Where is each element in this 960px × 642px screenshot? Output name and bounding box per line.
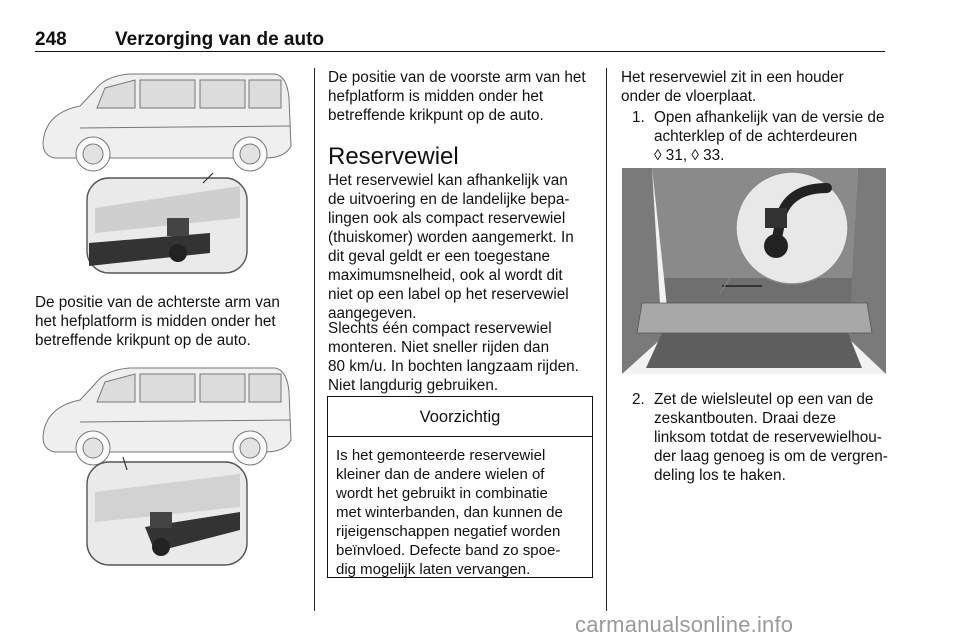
detail-inset-rear-arm xyxy=(87,173,247,273)
front-lift-point-illustration xyxy=(35,362,300,572)
paragraph-compact-spare xyxy=(328,171,574,323)
intro-front-arm xyxy=(328,68,586,125)
text-line: het hefplatform is midden onder het xyxy=(35,313,276,330)
step-text xyxy=(654,390,888,485)
cargo-floor-illustration xyxy=(622,168,886,374)
text-line: lingen ook als compact reservewiel xyxy=(328,210,566,227)
caution-text xyxy=(328,437,592,579)
text-line: linksom totdat de reservewielhou- xyxy=(654,429,882,446)
step-2 xyxy=(632,390,892,486)
text-line: Zet de wielsleutel op een van de xyxy=(654,391,874,408)
text-line: beïnvloed. Defecte band zo spoe- xyxy=(336,542,561,559)
text-line: De positie van de achterste arm van xyxy=(35,294,280,311)
text-line: Niet langdurig gebruiken. xyxy=(328,377,499,394)
text-line: aangegeven. xyxy=(328,305,417,322)
text-line: ◊ 31, ◊ 33. xyxy=(654,147,725,164)
text-line: Slechts één compact reservewiel xyxy=(328,320,552,337)
text-line: monteren. Niet sneller rijden dan xyxy=(328,339,550,356)
step-number: 1. xyxy=(632,109,645,126)
column-divider xyxy=(606,68,607,611)
text-line: wordt het gebruikt in combinatie xyxy=(336,485,548,502)
text-line: De positie van de voorste arm van het xyxy=(328,69,586,86)
text-line: niet op een label op het reservewiel xyxy=(328,286,569,303)
caution-box xyxy=(327,396,593,578)
text-line: Het reservewiel kan afhankelijk van xyxy=(328,172,568,189)
page-header xyxy=(35,28,885,52)
paragraph-speed-limit xyxy=(328,319,579,395)
van-side-view xyxy=(43,74,291,171)
text-line: dig mogelijk laten vervangen. xyxy=(336,561,531,578)
van-side-view xyxy=(43,368,291,465)
text-line: onder de vloerplaat. xyxy=(621,88,757,105)
text-line: de uitvoering en de landelijke bepa- xyxy=(328,191,570,208)
page-number: 248 xyxy=(35,29,67,50)
section-heading: Reservewiel xyxy=(328,143,459,170)
step-text xyxy=(654,108,884,165)
column-divider xyxy=(314,68,315,611)
text-line: Is het gemonteerde reservewiel xyxy=(336,447,546,464)
text-line: zeskantbouten. Draai deze xyxy=(654,410,836,427)
text-line: kleiner dan de andere wielen of xyxy=(336,466,545,483)
text-line: achterklep of de achterdeuren xyxy=(654,128,858,145)
watermark: carmanualsonline.info xyxy=(575,612,794,637)
rear-lift-point-illustration xyxy=(35,68,300,278)
chapter-title: Verzorging van de auto xyxy=(115,29,325,50)
text-line: Het reservewiel zit in een houder xyxy=(621,69,844,86)
step-1 xyxy=(632,108,892,165)
text-line: (thuiskomer) worden aangemerkt. In xyxy=(328,229,574,246)
text-line: betreffende krikpunt op de auto. xyxy=(35,332,251,349)
caution-title: Voorzichtig xyxy=(328,397,592,437)
text-line: 80 km/u. In bochten langzaam rijden. xyxy=(328,358,579,375)
text-line: dit geval geldt er een toegestane xyxy=(328,248,550,265)
text-line: rijeigenschappen negatief worden xyxy=(336,523,561,540)
text-line: Open afhankelijk van de versie de xyxy=(654,109,885,126)
caption-rear-arm xyxy=(35,293,280,350)
intro-spare-location xyxy=(621,68,844,106)
detail-inset-front-arm xyxy=(87,457,247,565)
text-line: deling los te haken. xyxy=(654,467,786,484)
step-number: 2. xyxy=(632,391,645,408)
text-line: met winterbanden, dan kunnen de xyxy=(336,504,563,521)
text-line: hefplatform is midden onder het xyxy=(328,88,544,105)
text-line: der laag genoeg is om de vergren- xyxy=(654,448,888,465)
text-line: maximumsnelheid, ook al wordt dit xyxy=(328,267,563,284)
text-line: betreffende krikpunt op de auto. xyxy=(328,107,544,124)
